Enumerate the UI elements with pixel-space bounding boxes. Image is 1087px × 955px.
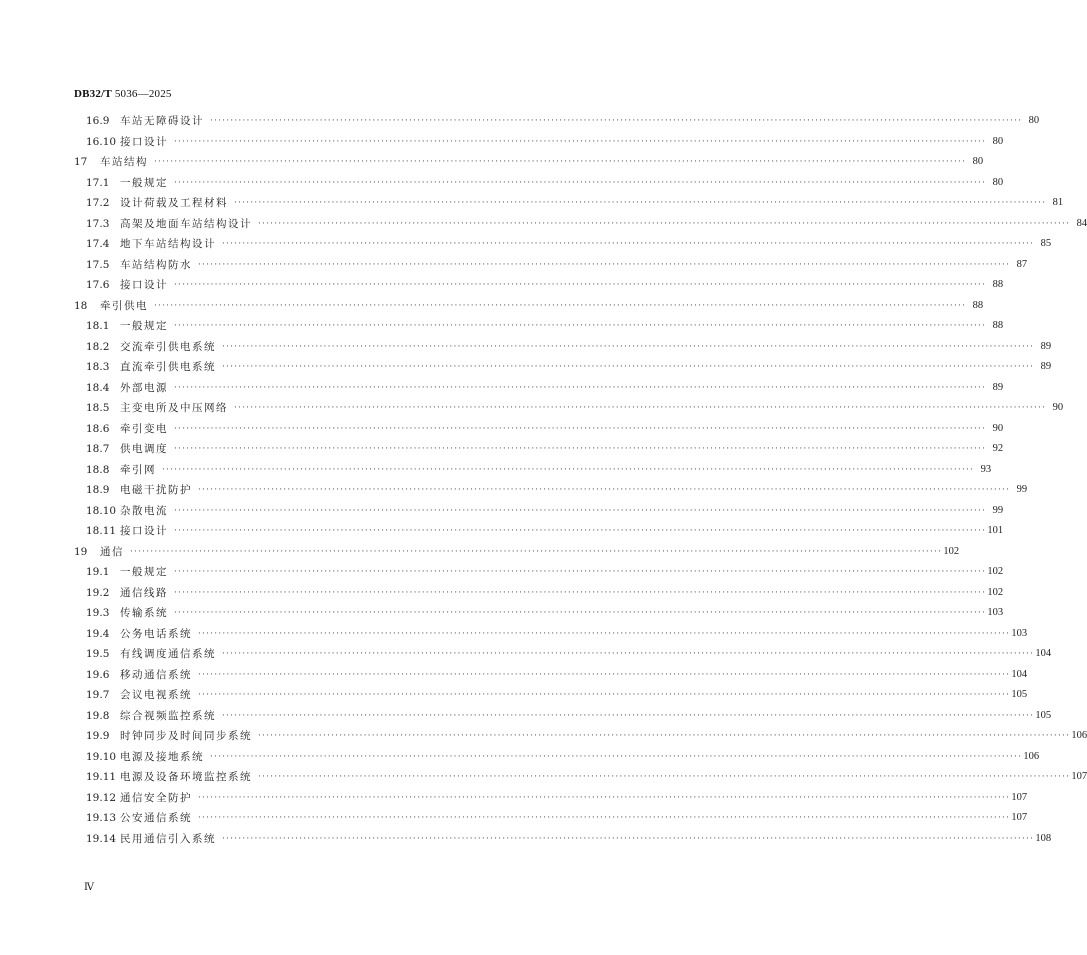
- toc-entry-page: 101: [987, 525, 1004, 536]
- toc-entry[interactable]: [0, 583, 1004, 604]
- toc-entry[interactable]: [0, 234, 1052, 255]
- toc-entry-page: 89: [992, 381, 1004, 393]
- toc-entry-number: 17.1: [86, 176, 110, 189]
- toc-entry-number: 18.8: [86, 463, 110, 476]
- toc-entry-page: 84: [1076, 217, 1087, 229]
- toc-entry-page: 102: [943, 545, 960, 557]
- toc-entry-title: 一般规定: [120, 566, 168, 578]
- toc-entry-title: 传输系统: [120, 607, 168, 619]
- toc-entry-number: 19.4: [86, 627, 110, 640]
- dot-leader: ········································································································································································································: [174, 526, 987, 536]
- toc-entry-number: 17.2: [86, 197, 110, 209]
- toc-entry-title: 主变电所及中压网络: [120, 402, 228, 414]
- toc-entry-number: 19.6: [86, 668, 110, 681]
- dot-leader: ········································································································································································································: [174, 587, 987, 598]
- dot-leader: ········································································································································································································: [198, 628, 1011, 639]
- toc-entry-number: 18.5: [86, 402, 110, 414]
- document-header: [74, 88, 172, 100]
- toc-entry[interactable]: [0, 132, 1004, 153]
- dot-leader: ········································································································································································································: [174, 444, 987, 454]
- toc-entry-title: 供电调度: [120, 443, 168, 455]
- dot-leader: ········································································································································································································: [198, 792, 1011, 803]
- toc-entry-title: 公安通信系统: [120, 812, 192, 824]
- toc-entry-page: 80: [992, 176, 1004, 188]
- toc-entry[interactable]: [0, 214, 1087, 235]
- toc-entry-page: 104: [1011, 668, 1028, 680]
- toc-entry-number: 19.9: [86, 730, 110, 742]
- toc-entry-page: 108: [1035, 832, 1052, 844]
- toc-entry-number: 18.11: [86, 525, 117, 537]
- toc-entry-page: 90: [992, 422, 1004, 434]
- toc-entry-title: 交流牵引供电系统: [120, 340, 216, 353]
- dot-leader: ········································································································································································································: [258, 772, 1071, 782]
- toc-entry-page: 104: [1035, 648, 1052, 659]
- toc-entry-page: 80: [992, 135, 1004, 147]
- toc-entry-page: 107: [1011, 812, 1028, 823]
- dot-leader: ········································································································································································································: [198, 690, 1011, 700]
- toc-entry-number: 18.9: [86, 484, 110, 496]
- toc-entry-page: 103: [987, 607, 1004, 618]
- dot-leader: ········································································································································································································: [174, 382, 987, 393]
- toc-entry-page: 106: [1023, 750, 1040, 762]
- toc-entry-number: 18.10: [86, 504, 117, 517]
- dot-leader: ········································································································································································································: [154, 157, 967, 167]
- toc-entry[interactable]: [0, 501, 1004, 522]
- toc-entry-title: 接口设计: [120, 279, 168, 291]
- toc-entry[interactable]: [0, 624, 1028, 645]
- toc-entry[interactable]: [0, 706, 1052, 727]
- toc-entry-title: 电源及接地系统: [120, 750, 204, 763]
- toc-entry[interactable]: [0, 829, 1052, 850]
- toc-entry-number: 19.8: [86, 709, 110, 722]
- toc-entry-title: 一般规定: [120, 320, 168, 332]
- toc-entry-title: 外部电源: [120, 381, 168, 394]
- toc-entry-number: 18.7: [86, 443, 110, 455]
- toc-entry[interactable]: [0, 747, 1040, 768]
- toc-entry-number: 19.3: [86, 607, 110, 619]
- dot-leader: ········································································································································································································: [210, 116, 1023, 126]
- standard-code: DB32/T: [74, 88, 112, 100]
- toc-entry-number: 17.3: [86, 217, 110, 230]
- toc-entry-title: 通信线路: [120, 586, 168, 599]
- toc-entry-number: 19.12: [86, 791, 117, 804]
- dot-leader: ········································································································································································································: [174, 136, 987, 147]
- toc-entry-page: 103: [1011, 627, 1028, 639]
- toc-entry[interactable]: [0, 767, 1087, 788]
- toc-entry-page: 80: [972, 156, 984, 167]
- toc-entry[interactable]: [0, 685, 1028, 706]
- toc-entry-number: 19.1: [86, 566, 110, 578]
- toc-entry-title: 电源及设备环境监控系统: [120, 771, 252, 783]
- toc-entry-title: 有线调度通信系统: [120, 648, 216, 660]
- toc-entry[interactable]: [0, 644, 1052, 665]
- toc-entry-title: 民用通信引入系统: [120, 832, 216, 845]
- toc-entry-page: 88: [972, 299, 984, 311]
- toc-entry-page: 89: [1040, 340, 1052, 352]
- toc-entry-page: 99: [1016, 484, 1028, 495]
- dot-leader: ········································································································································································································: [234, 198, 1047, 208]
- dot-leader: ········································································································································································································: [258, 218, 1071, 229]
- dot-leader: ········································································································································································································: [222, 710, 1035, 721]
- toc-entry[interactable]: [0, 521, 1004, 542]
- toc-entry-number: 18.3: [86, 361, 110, 373]
- toc-entry-page: 92: [992, 443, 1004, 454]
- toc-entry-title: 直流牵引供电系统: [120, 361, 216, 373]
- toc-entry-number: 19.10: [86, 750, 117, 763]
- toc-entry[interactable]: [0, 111, 1040, 132]
- toc-entry[interactable]: [0, 398, 1064, 419]
- toc-entry-number: 17.6: [86, 279, 110, 291]
- toc-entry[interactable]: [0, 562, 1004, 583]
- toc-entry-number: 18.6: [86, 422, 110, 435]
- toc-entry[interactable]: [0, 808, 1028, 829]
- standard-number: 5036—2025: [114, 88, 172, 100]
- toc-entry-title: 高架及地面车站结构设计: [120, 217, 252, 230]
- toc-entry[interactable]: [0, 316, 1004, 337]
- toc-entry-number: 19.7: [86, 689, 110, 701]
- toc-entry-title: 一般规定: [120, 176, 168, 189]
- dot-leader: ········································································································································································································: [174, 608, 987, 618]
- toc-entry-title: 接口设计: [120, 135, 168, 148]
- toc-entry-page: 88: [992, 279, 1004, 290]
- toc-entry-number: 17.4: [86, 238, 110, 250]
- toc-entry-page: 81: [1052, 197, 1064, 208]
- toc-entry[interactable]: [0, 193, 1064, 214]
- toc-entry-title: 公务电话系统: [120, 627, 192, 640]
- toc-entry-page: 85: [1040, 238, 1052, 249]
- dot-leader: ········································································································································································································: [174, 280, 987, 290]
- toc-entry-page: 80: [1028, 115, 1040, 126]
- dot-leader: ········································································································································································································: [198, 669, 1011, 680]
- dot-leader: ········································································································································································································: [222, 833, 1035, 844]
- toc-entry-number: 19.14: [86, 832, 117, 845]
- toc-entry-number: 16.9: [86, 115, 110, 127]
- toc-entry-title: 地下车站结构设计: [120, 238, 216, 250]
- toc-entry[interactable]: [0, 665, 1028, 686]
- toc-entry[interactable]: [0, 788, 1028, 809]
- toc-entry-title: 牵引供电: [100, 299, 148, 312]
- toc-entry-title: 杂散电流: [120, 504, 168, 517]
- toc-entry[interactable]: [0, 275, 1004, 296]
- toc-entry[interactable]: [0, 173, 1004, 194]
- dot-leader: ········································································································································································································: [174, 321, 987, 331]
- toc-entry[interactable]: [0, 726, 1087, 747]
- dot-leader: ········································································································································································································: [222, 239, 1035, 249]
- toc-entry-page: 102: [987, 566, 1004, 577]
- toc-entry-page: 102: [987, 586, 1004, 598]
- dot-leader: ········································································································································································································: [174, 423, 987, 434]
- toc-entry-number: 17.5: [86, 258, 110, 271]
- toc-entry-title: 接口设计: [120, 525, 168, 537]
- toc-entry-page: 93: [980, 463, 992, 475]
- dot-leader: ········································································································································································································: [234, 403, 1047, 413]
- toc-entry-title: 移动通信系统: [120, 668, 192, 681]
- toc-entry-page: 87: [1016, 258, 1028, 270]
- toc-entry-title: 通信安全防护: [120, 791, 192, 804]
- toc-entry[interactable]: [0, 603, 1004, 624]
- toc-entry-number: 18.4: [86, 381, 110, 394]
- toc-entry-title: 通信: [100, 545, 124, 558]
- dot-leader: ········································································································································································································: [198, 259, 1011, 270]
- toc-entry-title: 电磁干扰防护: [120, 484, 192, 496]
- toc-entry-page: 88: [992, 320, 1004, 331]
- toc-entry[interactable]: [0, 460, 992, 481]
- dot-leader: ········································································································································································································: [174, 177, 987, 188]
- toc-entry-number: 19: [74, 545, 88, 558]
- toc-entry-title: 时钟同步及时间同步系统: [120, 730, 252, 742]
- toc-entry[interactable]: [0, 255, 1028, 276]
- toc-entry-page: 89: [1040, 361, 1052, 372]
- toc-entry-title: 牵引变电: [120, 422, 168, 435]
- toc-entry-page: 106: [1071, 730, 1087, 741]
- toc-entry[interactable]: [0, 480, 1028, 501]
- toc-entry-title: 牵引网: [120, 463, 156, 476]
- toc-entry[interactable]: [0, 419, 1004, 440]
- toc-entry-title: 车站结构: [100, 156, 148, 168]
- toc-entry[interactable]: [0, 378, 1004, 399]
- dot-leader: ········································································································································································································: [258, 731, 1071, 741]
- toc-entry[interactable]: [0, 542, 960, 563]
- toc-entry-page: 105: [1011, 689, 1028, 700]
- toc-entry-number: 18: [74, 299, 88, 312]
- dot-leader: ········································································································································································································: [222, 649, 1035, 659]
- toc-entry-number: 19.11: [86, 771, 117, 783]
- toc-entry-title: 会议电视系统: [120, 689, 192, 701]
- dot-leader: ········································································································································································································: [154, 300, 967, 311]
- dot-leader: ········································································································································································································: [222, 341, 1035, 352]
- toc-entry-title: 车站结构防水: [120, 258, 192, 271]
- dot-leader: ········································································································································································································: [198, 485, 1011, 495]
- toc-entry-number: 17: [74, 156, 88, 168]
- page-number: Ⅳ: [84, 882, 94, 893]
- dot-leader: ········································································································································································································: [222, 362, 1035, 372]
- toc-entry-number: 19.2: [86, 586, 110, 599]
- toc-entry-number: 18.2: [86, 340, 110, 353]
- dot-leader: ········································································································································································································: [210, 751, 1023, 762]
- dot-leader: ········································································································································································································: [198, 813, 1011, 823]
- toc-entry[interactable]: [0, 152, 984, 173]
- toc-entry-title: 综合视频监控系统: [120, 709, 216, 722]
- toc-entry-page: 107: [1011, 791, 1028, 803]
- dot-leader: ········································································································································································································: [130, 546, 943, 557]
- toc-entry[interactable]: [0, 296, 984, 317]
- toc-entry-page: 107: [1071, 771, 1087, 782]
- table-of-contents: [0, 111, 1087, 849]
- toc-entry-title: 设计荷载及工程材料: [120, 197, 228, 209]
- toc-entry-title: 车站无障碍设计: [120, 115, 204, 127]
- dot-leader: ········································································································································································································: [162, 464, 975, 475]
- dot-leader: ········································································································································································································: [174, 505, 987, 516]
- toc-entry-number: 18.1: [86, 320, 110, 332]
- toc-entry[interactable]: [0, 357, 1052, 378]
- toc-entry-number: 19.5: [86, 648, 110, 660]
- toc-entry-page: 90: [1052, 402, 1064, 413]
- toc-entry-page: 105: [1035, 709, 1052, 721]
- dot-leader: ········································································································································································································: [174, 567, 987, 577]
- toc-entry[interactable]: [0, 439, 1004, 460]
- toc-entry-number: 16.10: [86, 135, 117, 148]
- toc-entry[interactable]: [0, 337, 1052, 358]
- toc-entry-page: 99: [992, 504, 1004, 516]
- toc-entry-number: 19.13: [86, 812, 117, 824]
